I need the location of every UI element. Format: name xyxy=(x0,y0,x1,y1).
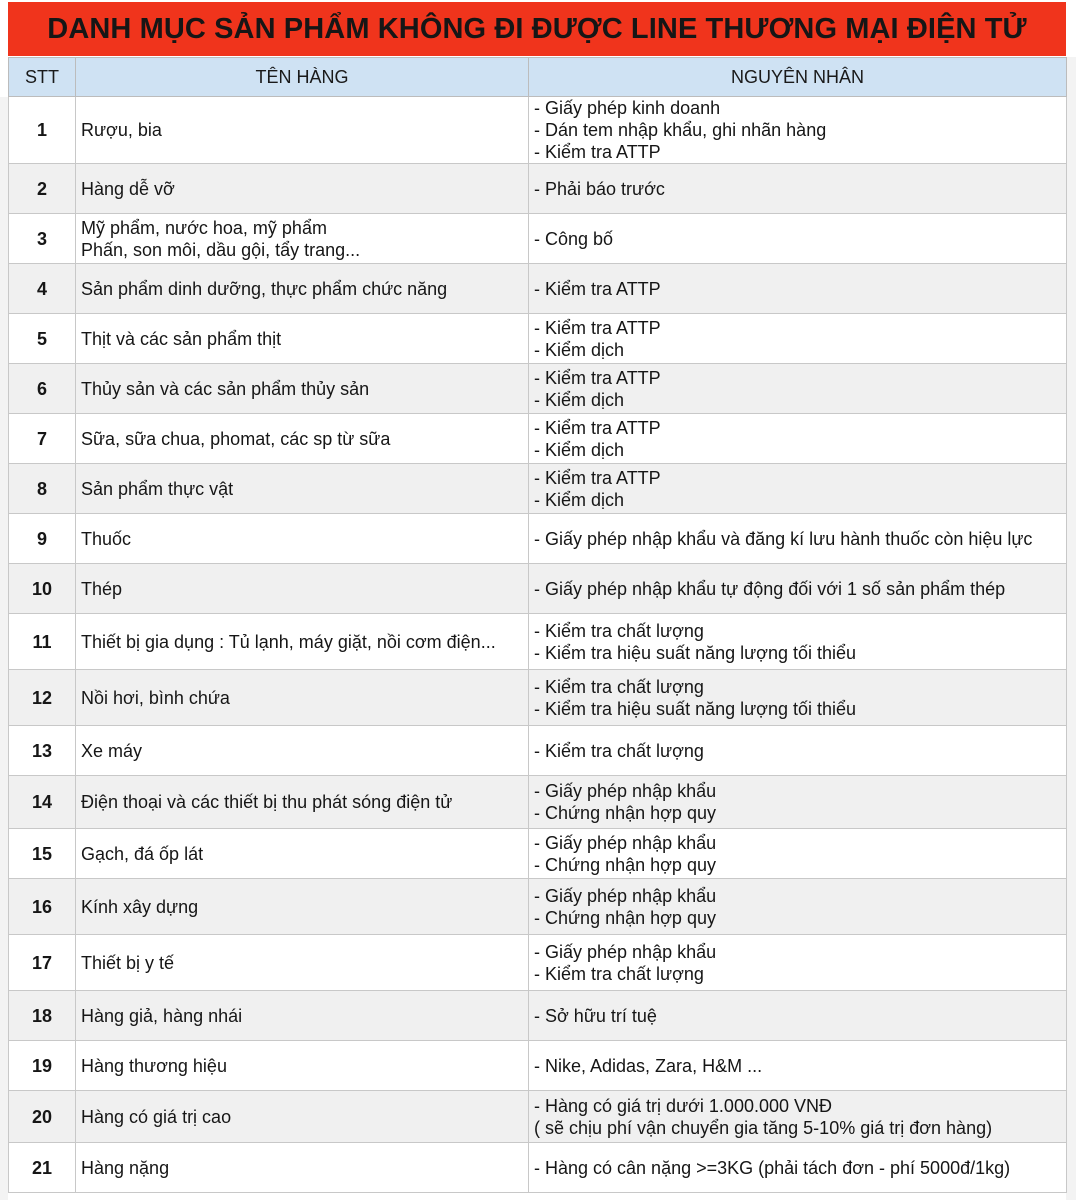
cell-reason[interactable] xyxy=(529,414,1067,464)
reason-line: - Kiểm tra chất lượng xyxy=(534,620,704,641)
reason-line: - Giấy phép kinh doanh xyxy=(534,98,721,118)
table-row xyxy=(9,670,1067,726)
cell-product-name[interactable] xyxy=(76,214,529,264)
product-name-line: Rượu, bia xyxy=(81,120,162,140)
cell-product-name[interactable] xyxy=(76,414,529,464)
table-row xyxy=(9,364,1067,414)
reason-line: - Hàng có cân nặng >=3KG (phải tách đơn - phí 5000đ/1kg) xyxy=(534,1157,1011,1178)
product-name-line: Mỹ phẩm, nước hoa, mỹ phẩm xyxy=(81,217,327,238)
cell-reason[interactable] xyxy=(529,879,1067,935)
cell-product-name[interactable] xyxy=(76,1143,529,1193)
reason-line: - Kiểm tra ATTP xyxy=(534,467,661,488)
cell-reason[interactable] xyxy=(529,991,1067,1041)
cell-product-name[interactable] xyxy=(76,97,529,164)
cell-reason[interactable] xyxy=(529,164,1067,214)
cell-reason[interactable] xyxy=(529,1091,1067,1143)
product-name-line: Thép xyxy=(81,578,123,599)
reason-line: - Giấy phép nhập khẩu tự động đối với 1 số sản phẩm thép xyxy=(534,578,1006,599)
cell-stt[interactable]: 3 xyxy=(9,214,76,264)
cell-reason[interactable] xyxy=(529,564,1067,614)
reason-line: - Kiểm tra ATTP xyxy=(534,417,661,438)
table-row xyxy=(9,214,1067,264)
cell-product-name[interactable] xyxy=(76,314,529,364)
reason-line: - Giấy phép nhập khẩu xyxy=(534,885,717,906)
table-row xyxy=(9,314,1067,364)
cell-product-name[interactable] xyxy=(76,514,529,564)
reason-line: - Chứng nhận hợp quy xyxy=(534,803,716,823)
cell-product-name[interactable] xyxy=(76,991,529,1041)
reason-line: - Sở hữu trí tuệ xyxy=(534,1005,657,1026)
cell-product-name[interactable] xyxy=(76,829,529,879)
product-name-line: Gạch, đá ốp lát xyxy=(81,843,204,864)
reason-line: - Chứng nhận hợp quy xyxy=(534,854,716,875)
row-gutter xyxy=(0,97,8,1200)
sheet-title[interactable]: DANH MỤC SẢN PHẨM KHÔNG ĐI ĐƯỢC LINE THƯƠNG MẠI ĐIỆN TỬ xyxy=(8,2,1066,56)
table-row xyxy=(9,726,1067,776)
table-row xyxy=(9,97,1067,164)
header-product-name[interactable]: TÊN HÀNG xyxy=(76,58,529,97)
cell-reason[interactable] xyxy=(529,514,1067,564)
table-body xyxy=(9,97,1067,1193)
cell-stt[interactable]: 10 xyxy=(9,564,76,614)
product-name-line: Sản phẩm dinh dưỡng, thực phẩm chức năng xyxy=(81,278,448,299)
product-name-line: Phấn, son môi, dầu gội, tẩy trang... xyxy=(81,239,361,260)
reason-line: - Kiểm tra chất lượng xyxy=(534,740,704,761)
cell-reason[interactable] xyxy=(529,97,1067,164)
product-name-line: Hàng giả, hàng nhái xyxy=(81,1005,243,1026)
reason-line: - Giấy phép nhập khẩu và đăng kí lưu hành thuốc còn hiệu lực xyxy=(534,528,1033,549)
cell-reason[interactable] xyxy=(529,670,1067,726)
cell-stt[interactable]: 17 xyxy=(9,935,76,991)
cell-reason[interactable] xyxy=(529,1041,1067,1091)
table-row xyxy=(9,1041,1067,1091)
cell-product-name[interactable] xyxy=(76,670,529,726)
table-row xyxy=(9,264,1067,314)
product-name-line: Thiết bị y tế xyxy=(81,952,175,973)
cell-stt[interactable]: 9 xyxy=(9,514,76,564)
cell-stt[interactable]: 19 xyxy=(9,1041,76,1091)
cell-stt[interactable]: 16 xyxy=(9,879,76,935)
reason-line: - Kiểm tra ATTP xyxy=(534,278,661,299)
product-name-line: Thịt và các sản phẩm thịt xyxy=(81,328,282,349)
product-name-line: Hàng nặng xyxy=(81,1157,170,1178)
cell-stt[interactable]: 21 xyxy=(9,1143,76,1193)
cell-reason[interactable] xyxy=(529,614,1067,670)
reason-line: - Kiểm tra ATTP xyxy=(534,367,661,388)
cell-reason[interactable] xyxy=(529,364,1067,414)
header-stt[interactable]: STT xyxy=(9,58,76,97)
product-name-line: Hàng thương hiệu xyxy=(81,1055,227,1076)
reason-line: ( sẽ chịu phí vận chuyển gia tăng 5-10% giá trị đơn hàng) xyxy=(534,1117,993,1138)
table-row xyxy=(9,879,1067,935)
reason-line: - Kiểm dịch xyxy=(534,389,625,410)
cell-product-name[interactable] xyxy=(76,1041,529,1091)
reason-line: - Kiểm tra chất lượng xyxy=(534,963,704,984)
table-row xyxy=(9,1143,1067,1193)
cell-reason[interactable] xyxy=(529,264,1067,314)
header-row xyxy=(9,58,1067,97)
table-row xyxy=(9,935,1067,991)
reason-line: - Kiểm tra hiệu suất năng lượng tối thiểu xyxy=(534,642,857,663)
cell-product-name[interactable] xyxy=(76,464,529,514)
header-reason[interactable]: NGUYÊN NHÂN xyxy=(529,58,1067,97)
cell-stt[interactable]: 8 xyxy=(9,464,76,514)
reason-line: - Giấy phép nhập khẩu xyxy=(534,832,717,853)
cell-product-name[interactable] xyxy=(76,364,529,414)
cell-stt[interactable]: 2 xyxy=(9,164,76,214)
reason-line: - Kiểm dịch xyxy=(534,489,625,510)
cell-stt[interactable]: 6 xyxy=(9,364,76,414)
cell-stt[interactable]: 5 xyxy=(9,314,76,364)
reason-line: - Phải báo trước xyxy=(534,178,665,199)
product-name-line: Sữa, sữa chua, phomat, các sp từ sữa xyxy=(81,428,391,449)
cell-stt[interactable]: 20 xyxy=(9,1091,76,1143)
cell-reason[interactable] xyxy=(529,1143,1067,1193)
cell-product-name[interactable] xyxy=(76,564,529,614)
product-name-line: Xe máy xyxy=(81,740,143,761)
reason-line: - Dán tem nhập khẩu, ghi nhãn hàng xyxy=(534,120,827,140)
product-name-line: Nồi hơi, bình chứa xyxy=(81,687,230,708)
reason-line: - Kiểm tra chất lượng xyxy=(534,676,704,697)
product-name-line: Hàng có giá trị cao xyxy=(81,1106,232,1127)
product-name-line: Thủy sản và các sản phẩm thủy sản xyxy=(81,378,370,399)
table-row xyxy=(9,829,1067,879)
product-name-line: Thiết bị gia dụng : Tủ lạnh, máy giặt, nồi cơm điện... xyxy=(81,631,496,652)
table-row xyxy=(9,414,1067,464)
cell-reason[interactable] xyxy=(529,314,1067,364)
cell-stt[interactable]: 11 xyxy=(9,614,76,670)
reason-line: - Nike, Adidas, Zara, H&M ... xyxy=(534,1055,763,1076)
product-name-line: Sản phẩm thực vật xyxy=(81,478,234,499)
cell-reason[interactable] xyxy=(529,935,1067,991)
table-row xyxy=(9,514,1067,564)
reason-line: - Giấy phép nhập khẩu xyxy=(534,941,717,962)
cell-stt[interactable]: 13 xyxy=(9,726,76,776)
table-row xyxy=(9,614,1067,670)
cell-product-name[interactable] xyxy=(76,164,529,214)
product-name-line: Kính xây dựng xyxy=(81,896,199,917)
cell-product-name[interactable] xyxy=(76,1091,529,1143)
table-row xyxy=(9,164,1067,214)
cell-stt[interactable]: 15 xyxy=(9,829,76,879)
product-name-line: Thuốc xyxy=(81,528,132,549)
cell-product-name[interactable] xyxy=(76,776,529,829)
cell-product-name[interactable] xyxy=(76,726,529,776)
table-row xyxy=(9,564,1067,614)
cell-product-name[interactable] xyxy=(76,935,529,991)
column-gutter xyxy=(1066,57,1076,1200)
table-row xyxy=(9,991,1067,1041)
reason-line: - Hàng có giá trị dưới 1.000.000 VNĐ xyxy=(534,1095,833,1116)
cell-product-name[interactable] xyxy=(76,264,529,314)
product-table xyxy=(8,57,1067,1193)
reason-line: - Kiểm tra ATTP xyxy=(534,142,661,162)
cell-stt[interactable]: 1 xyxy=(9,97,76,164)
cell-reason[interactable] xyxy=(529,776,1067,829)
table-row xyxy=(9,464,1067,514)
reason-line: - Kiểm tra hiệu suất năng lượng tối thiểu xyxy=(534,698,857,719)
cell-stt[interactable]: 18 xyxy=(9,991,76,1041)
cell-stt[interactable]: 12 xyxy=(9,670,76,726)
cell-stt[interactable]: 7 xyxy=(9,414,76,464)
cell-stt[interactable]: 4 xyxy=(9,264,76,314)
cell-stt[interactable]: 14 xyxy=(9,776,76,829)
cell-reason[interactable] xyxy=(529,214,1067,264)
cell-product-name[interactable] xyxy=(76,879,529,935)
reason-line: - Chứng nhận hợp quy xyxy=(534,907,716,928)
reason-line: - Kiểm dịch xyxy=(534,339,625,360)
cell-product-name[interactable] xyxy=(76,614,529,670)
table-row xyxy=(9,1091,1067,1143)
reason-line: - Kiểm dịch xyxy=(534,439,625,460)
table-row xyxy=(9,776,1067,829)
cell-reason[interactable] xyxy=(529,829,1067,879)
product-name-line: Điện thoại và các thiết bị thu phát sóng điện tử xyxy=(81,792,453,812)
cell-reason[interactable] xyxy=(529,464,1067,514)
product-name-line: Hàng dễ vỡ xyxy=(81,178,175,199)
cell-reason[interactable] xyxy=(529,726,1067,776)
reason-line: - Công bố xyxy=(534,228,614,249)
reason-line: - Giấy phép nhập khẩu xyxy=(534,781,717,801)
reason-line: - Kiểm tra ATTP xyxy=(534,317,661,338)
